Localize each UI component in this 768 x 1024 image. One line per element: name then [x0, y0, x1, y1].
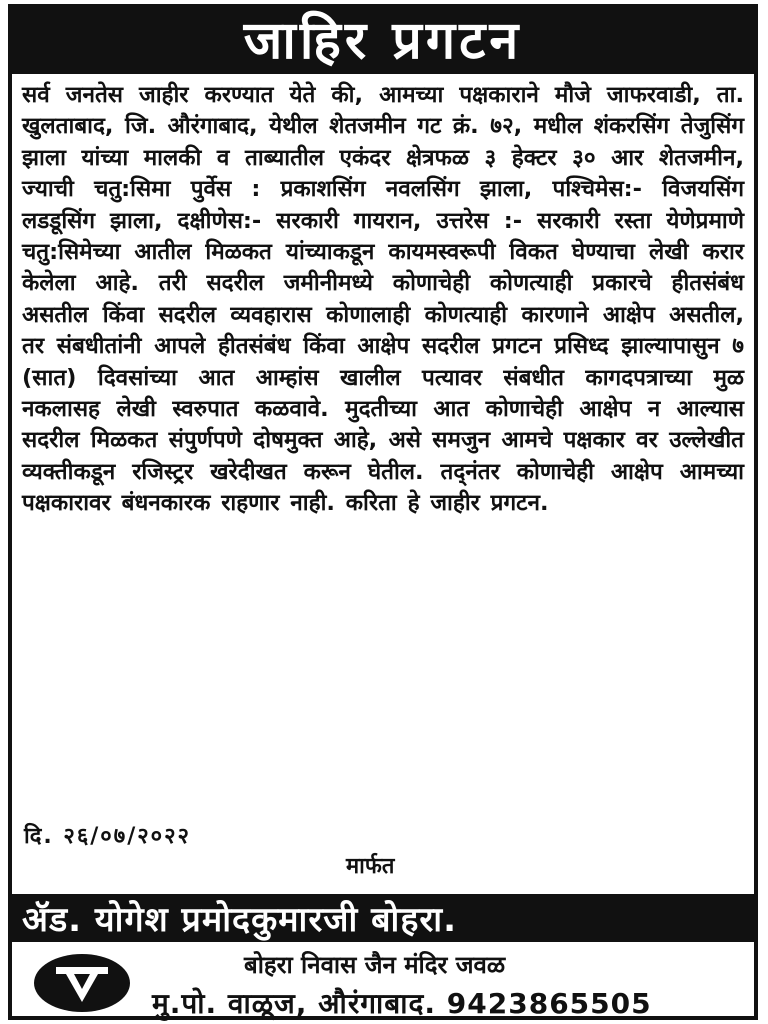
title-bar	[12, 8, 754, 74]
notice-body-text: सर्व जनतेस जाहीर करण्यात येते की, आमच्या पक्षकाराने मौजे जाफरवाडी, ता. खुलताबाद, जि. औरंगाबाद, येथील शेतजमीन गट क्रं. ७२, मधील शंकरसिंग तेजुसिंग झाला यांच्या मालकी व ताब्यातील एकंदर क्षेत्रफळ ३ हेक्टर ३० आर शेतजमीन, ज्याची चतु:सिमा पुर्वेस : प्रकाशसिंग नवलसिंग झाला, पश्चिमेस:- विजयसिंग लडडूसिंग झाला, दक्षीणेस:- सरकारी गायरान, उत्तरेस :- सरकारी रस्ता येणेप्रमाणे चतु:सिमेच्या आतील मिळकत यांच्याकडून कायमस्वरूपी विकत घेण्याचा लेखी करार केलेला आहे. तरी सदरील जमीनीमध्ये कोणाचेही कोणत्याही प्रकारचे हीतसंबंध असतील किंवा सदरील व्यवहारास कोणालाही कोणत्याही कारणाने आक्षेप असतील, तर संबधीतांनी आपले हीतसंबंध किंवा आक्षेप सदरील प्रगटन प्रसिध्द झाल्यापासुन ७ (सात) दिवसांच्या आत आम्हांस खालील पत्यावर संबधीत कागदपत्राच्या मुळ नकलासह लेखी स्वरुपात कळवावे. मुदतीच्या आत कोणाचेही आक्षेप न आल्यास सदरील मिळकत संपुर्णपणे दोषमुक्त आहे, असे समजुन आमचे पक्षकार वर उल्लेखीत व्यक्तीकडून रजिस्ट्रर खरेदीखत करून घेतील. तद्नंतर कोणाचेही आक्षेप आमच्या पक्षकारावर बंधनकारक राहणार नाही. करिता हे जाहीर प्रगटन.	[22, 82, 744, 517]
notice-date: दि. २६/०७/२०२२	[24, 824, 191, 849]
notice-body	[22, 80, 744, 520]
address-line-2: मु.पो. वाळूज, औरंगाबाद. 9423865505	[152, 987, 652, 1020]
advocate-emblem-icon	[32, 952, 132, 1014]
lawyer-name-bar	[12, 894, 754, 942]
legal-notice	[8, 4, 758, 1020]
through-label: मार्फत	[346, 854, 395, 879]
address-line-1: बोहरा निवास जैन मंदिर जवळ	[244, 951, 506, 979]
notice-title: जाहिर प्रगटन	[243, 11, 523, 71]
lawyer-name: ॲड. योगेश प्रमोदकुमारजी बोहरा.	[22, 900, 458, 940]
